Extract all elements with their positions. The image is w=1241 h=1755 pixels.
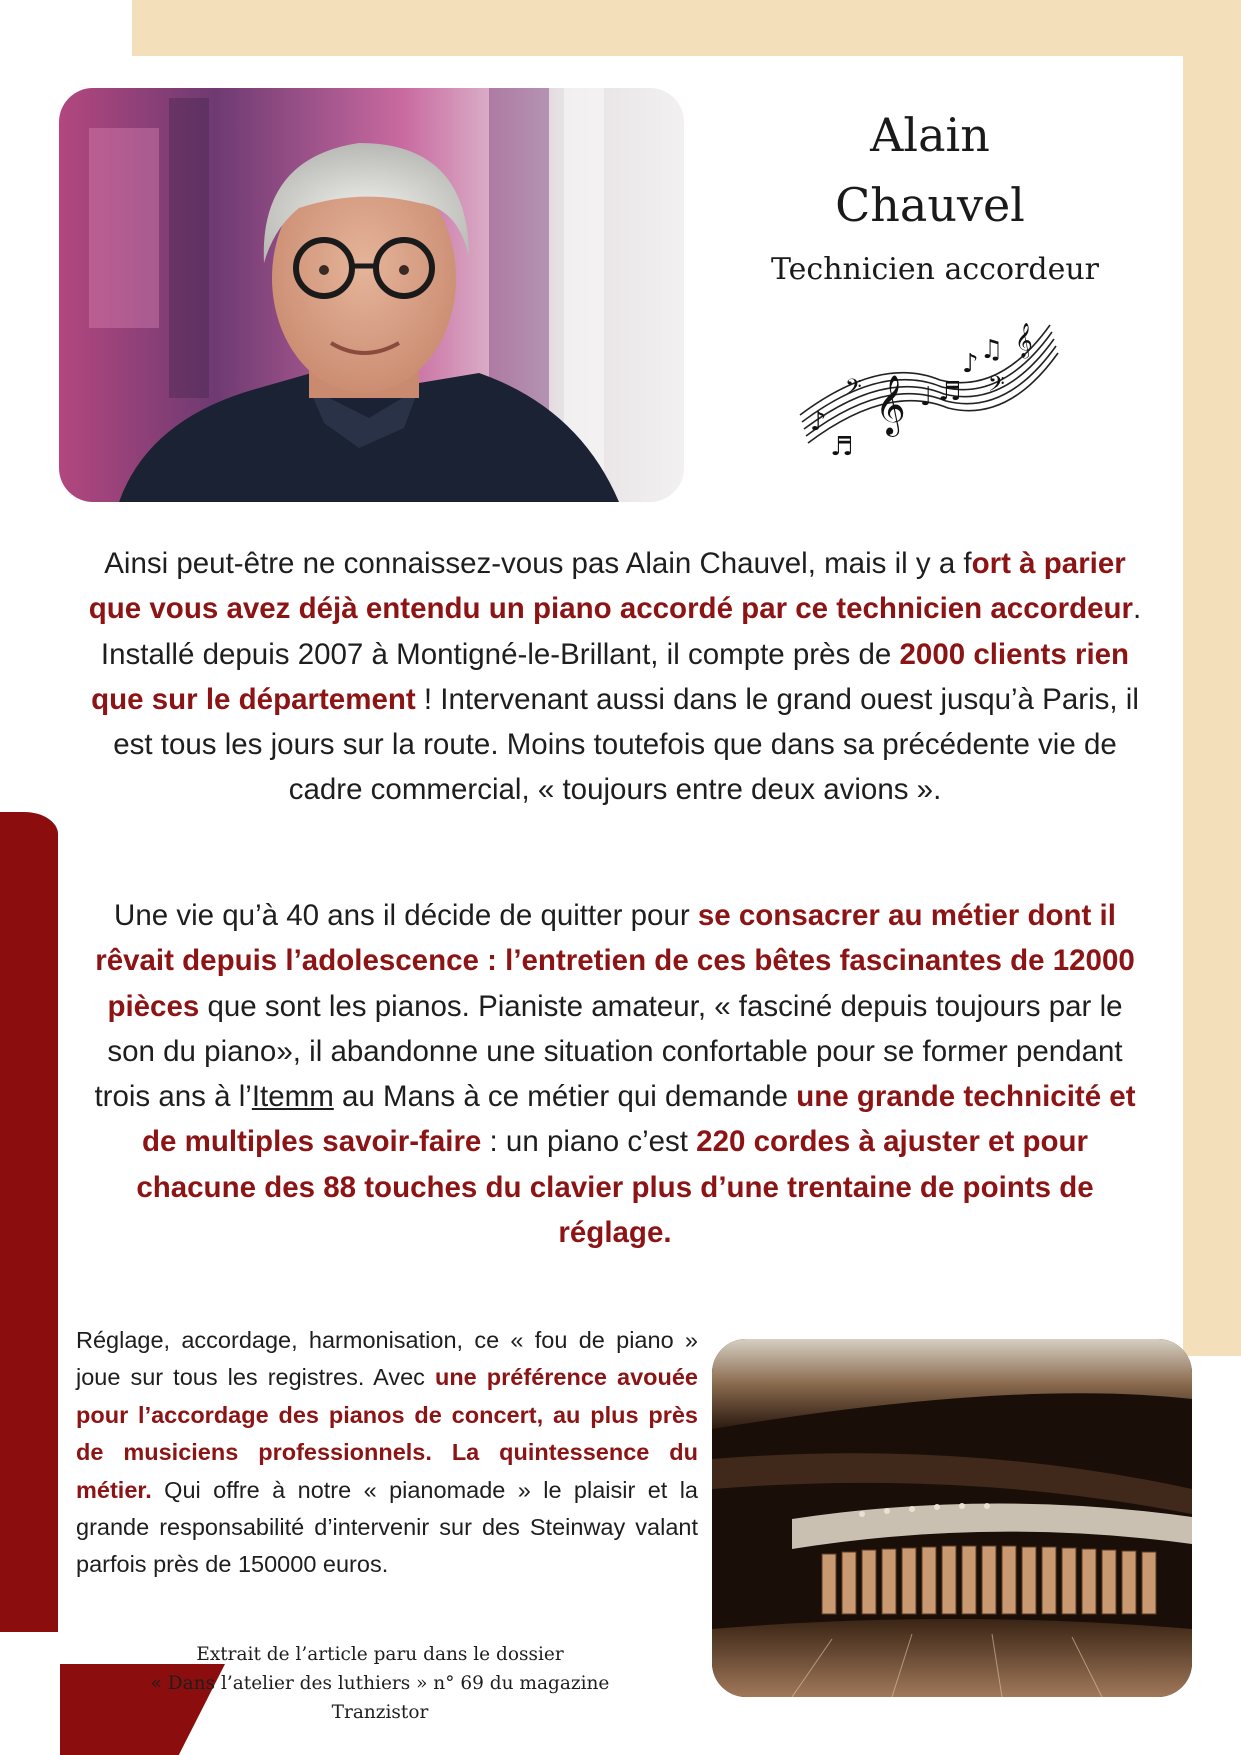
svg-text:𝄞: 𝄞 [875,375,906,435]
p2-highlight-1: se consacrer au métier dont il rêvait depuis l’adolescence : l’entretien de ces bêtes fascinantes de 12000 pièces [95,899,1135,1023]
first-name: Alain [870,108,990,162]
p1-highlight-1: ort à parier que vous avez déjà entendu un piano accordé par ce technicien accordeur [88,547,1134,626]
p2-highlight-2: une grande technicité et de multiples savoir-faire [141,1080,1136,1159]
svg-text:♩: ♩ [920,382,933,412]
article-caption [140,1640,620,1727]
article-paragraph-3 [76,1322,698,1584]
svg-text:𝄢: 𝄢 [988,372,1005,402]
article-paragraph-1 [80,541,1150,813]
p3-highlight-1: une préférence avouée pour l’accordage des pianos de concert, au plus près de musiciens professionnels. La quintessence du métier. [76,1364,698,1503]
caption-line-1: Extrait de l’article paru dans le dossier [196,1644,564,1665]
article-paragraph-2 [80,893,1150,1255]
p1-text-3: ! Intervenant aussi dans le grand ouest jusqu’à Paris, il est tous les jours sur la route. Moins toutefois que dans sa précédente vie de cadre commercial, « toujours entre deux avions ». [113,682,1139,807]
svg-text:𝄢: 𝄢 [845,375,862,405]
p1-text-1: Ainsi peut-être ne connaissez-vous pas Alain Chauvel, mais il y a f [104,547,972,580]
svg-text:𝄞: 𝄞 [1015,323,1033,358]
p2-text-4: : un piano c’est [481,1125,697,1159]
svg-text:♬: ♬ [830,432,854,462]
piano-interior-photo [712,1339,1192,1697]
svg-text:♫: ♫ [980,335,1004,365]
p1-highlight-2: 2000 clients rien que sur le département [91,637,1130,716]
svg-text:♪: ♪ [810,407,827,437]
p3-text-1: Réglage, accordage, harmonisation, ce « fou de piano » joue sur tous les registres. Avec [76,1327,698,1391]
p1-text-2: . Installé depuis 2007 à Montigné-le-Brillant, il compte près de [100,592,1142,671]
p3-text-2: Qui offre à notre « pianomade » le plaisir et la grande responsabilité d’intervenir sur des Steinway valant parfois près de 150000 euros. [76,1476,698,1578]
music-notes-icon [790,320,1060,465]
last-name: Chauvel [835,178,1025,232]
svg-text:♪: ♪ [962,349,979,379]
itemm-link[interactable]: Itemm [251,1080,334,1114]
caption-line-2: « Dans l’atelier des luthiers » n° 69 du magazine Tranzistor [150,1673,610,1723]
p2-text-1: Une vie qu’à 40 ans il décide de quitter pour [114,899,698,932]
p2-text-3: au Mans à ce métier qui demande [333,1080,797,1114]
p2-text-2: que sont les pianos. Pianiste amateur, « fasciné depuis toujours par le son du piano», il abandonne une situation confortable pour se former pendant trois ans à l’ [94,989,1123,1114]
svg-text:♬: ♬ [938,377,962,407]
job-title: Technicien accordeur [771,252,1099,287]
p2-highlight-3: 220 cordes à ajuster et pour chacune des 88 touches du clavier plus d’une trentaine de points de réglage. [136,1125,1094,1250]
person-name [760,100,1100,240]
portrait-photo [59,88,684,502]
